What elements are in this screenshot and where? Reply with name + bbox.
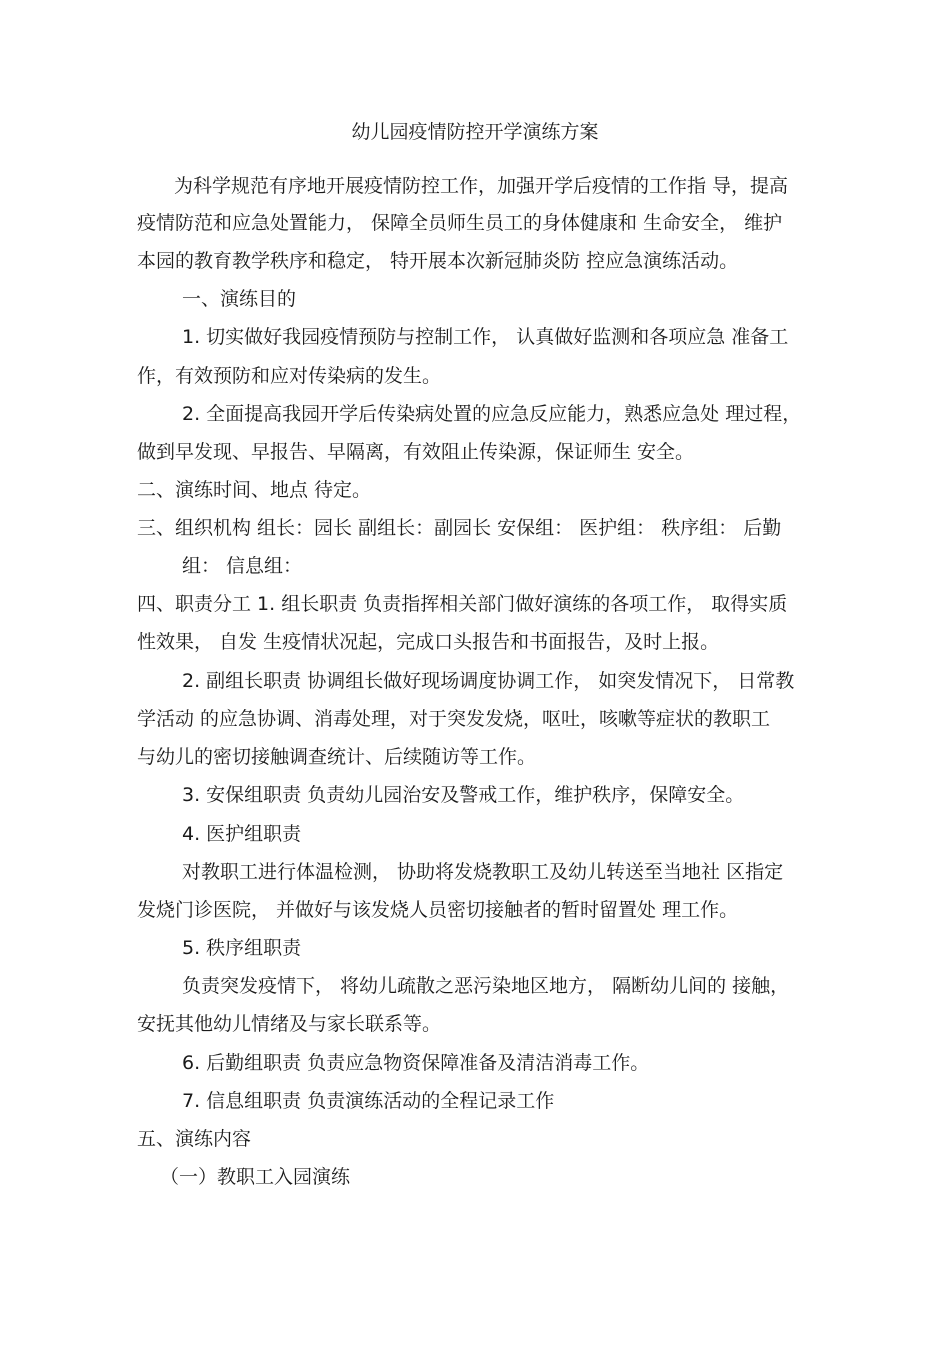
paragraph-line: 作，有效预防和应对传染病的发生。: [137, 365, 442, 387]
paragraph-line: 安抚其他幼儿情绪及与家长联系等。: [137, 1013, 442, 1035]
paragraph-line: 发烧门诊医院， 并做好与该发烧人员密切接触者的暂时留置处 理工作。: [137, 899, 739, 921]
paragraph-line: 1. 切实做好我园疫情预防与控制工作， 认真做好监测和各项应急 准备工: [182, 326, 789, 348]
section-heading: 一、演练目的: [182, 288, 297, 310]
paragraph-line: 学活动 的应急协调、消毒处理，对于突发发烧，呕吐，咳嗽等症状的教职工: [137, 708, 771, 730]
document-title: 幼儿园疫情防控开学演练方案: [351, 121, 599, 143]
subsection-heading: （一）教职工入园演练: [160, 1166, 351, 1188]
section-heading: 二、演练时间、地点 待定。: [137, 479, 372, 501]
paragraph-line: 组： 信息组：: [182, 555, 303, 577]
paragraph-line: 负责突发疫情下， 将幼儿疏散之恶污染地区地方， 隔断幼儿间的 接触，: [182, 975, 790, 997]
paragraph-line: 7. 信息组职责 负责演练活动的全程记录工作: [182, 1090, 555, 1112]
paragraph-line: 疫情防范和应急处置能力， 保障全员师生员工的身体健康和 生命安全， 维护: [137, 212, 783, 234]
section-heading: 四、职责分工 1. 组长职责 负责指挥相关部门做好演练的各项工作， 取得实质: [137, 593, 788, 615]
paragraph-line: 对教职工进行体温检测， 协助将发烧教职工及幼儿转送至当地社 区指定: [182, 861, 784, 883]
paragraph-line: 为科学规范有序地开展疫情防控工作，加强开学后疫情的工作指 导，提高: [174, 175, 789, 197]
paragraph-line: 做到早发现、早报告、早隔离，有效阻止传染源，保证师生 安全。: [137, 441, 695, 463]
paragraph-line: 4. 医护组职责: [182, 823, 302, 845]
paragraph-line: 与幼儿的密切接触调查统计、后续随访等工作。: [137, 746, 537, 768]
paragraph-line: 本园的教育教学秩序和稳定， 特开展本次新冠肺炎防 控应急演练活动。: [137, 250, 739, 272]
section-heading: 五、演练内容: [137, 1128, 252, 1150]
paragraph-line: 2. 副组长职责 协调组长做好现场调度协调工作， 如突发情况下， 日常教: [182, 670, 795, 692]
paragraph-line: 3. 安保组职责 负责幼儿园治安及警戒工作，维护秩序，保障安全。: [182, 784, 745, 806]
paragraph-line: 5. 秩序组职责: [182, 937, 302, 959]
paragraph-line: 2. 全面提高我园开学后传染病处置的应急反应能力，熟悉应急处 理过程，: [182, 403, 802, 425]
paragraph-line: 性效果， 自发 生疫情状况起，完成口头报告和书面报告，及时上报。: [137, 631, 720, 653]
paragraph-line: 6. 后勤组职责 负责应急物资保障准备及清洁消毒工作。: [182, 1052, 650, 1074]
section-heading: 三、组织机构 组长：园长 副组长：副园长 安保组： 医护组： 秩序组： 后勤: [137, 517, 782, 539]
